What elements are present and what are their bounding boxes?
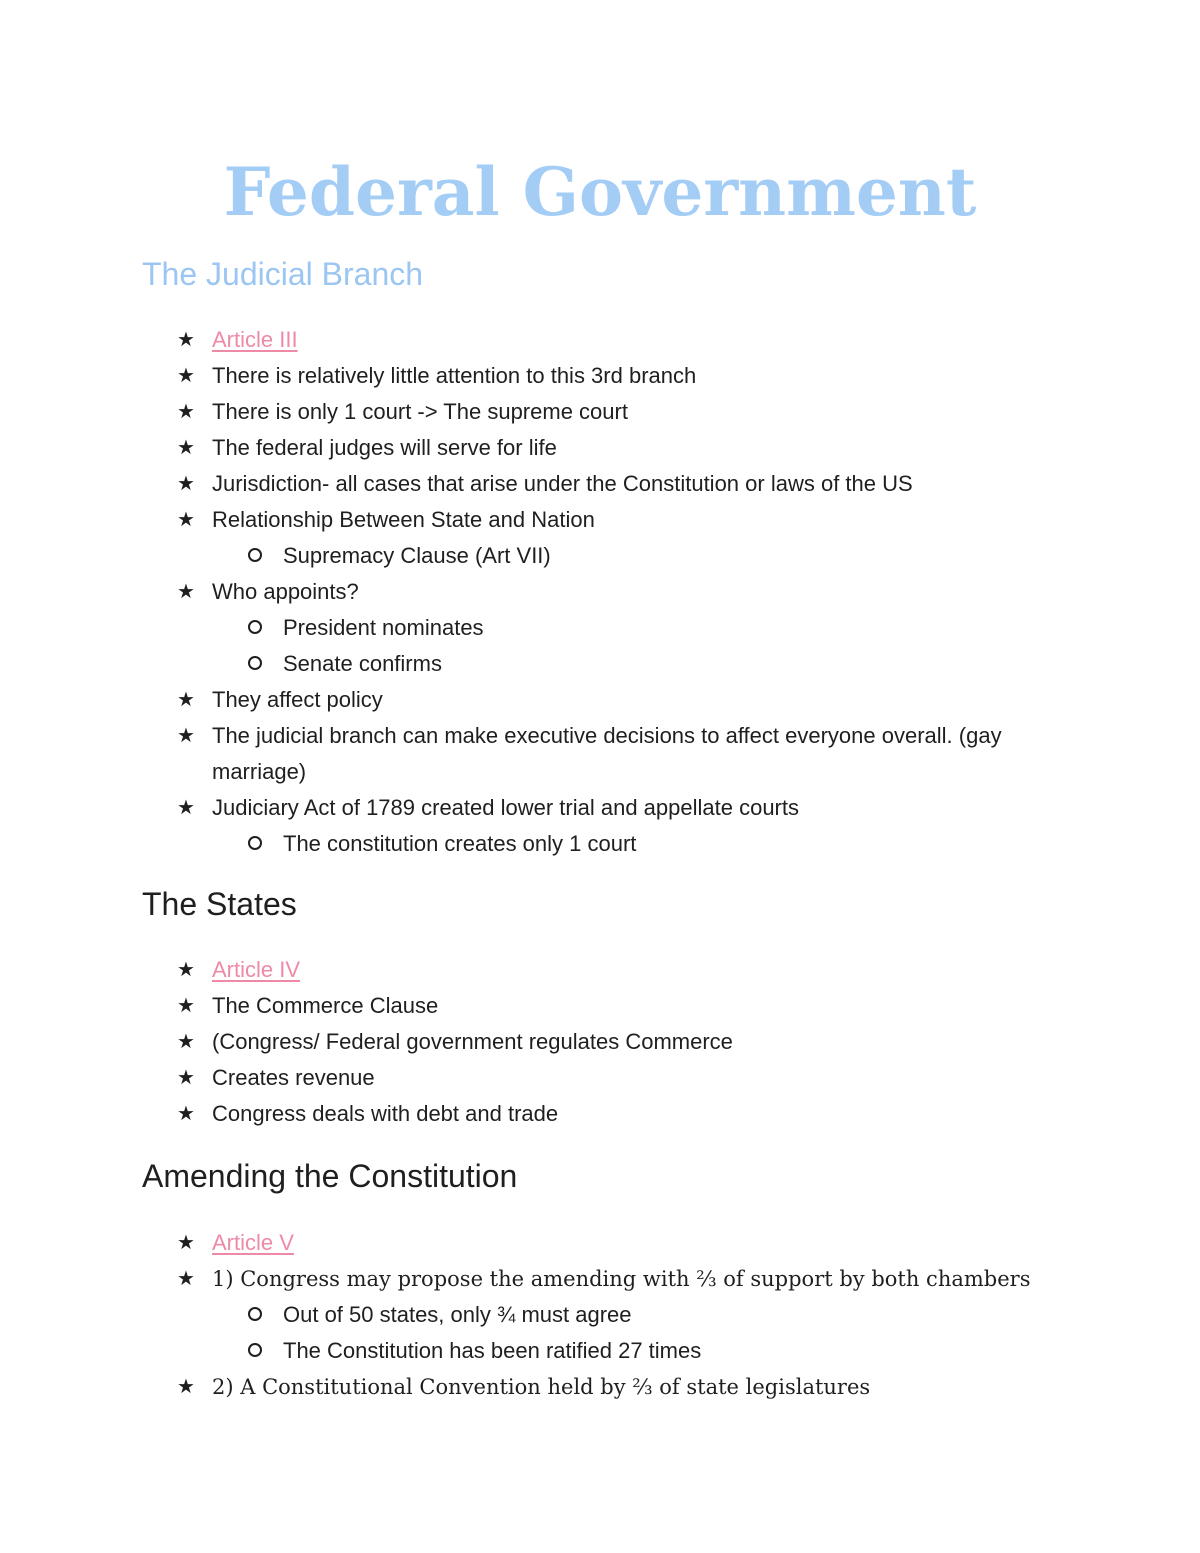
circle-bullet-icon	[248, 656, 262, 670]
star-bullet-icon: ★	[177, 473, 195, 495]
list-item-text: (Congress/ Federal government regulates Commerce	[212, 1029, 733, 1054]
list-item	[0, 466, 1200, 502]
list-item	[0, 988, 1200, 1024]
list-item-text: Congress deals with debt and trade	[212, 1101, 559, 1126]
judicial-branch-list	[0, 322, 1200, 862]
list-item-text: Senate confirms	[283, 651, 442, 676]
list-item	[0, 718, 1200, 790]
states-list	[0, 952, 1200, 1132]
list-item-text: The federal judges will serve for life	[212, 435, 557, 460]
star-bullet-icon: ★	[177, 1232, 195, 1254]
list-item-text: Out of 50 states, only ¾ must agree	[283, 1302, 632, 1327]
list-item-text: Judiciary Act of 1789 created lower trial and appellate courts	[212, 795, 799, 820]
list-item-text: Relationship Between State and Nation	[212, 507, 595, 532]
document-title: Federal Government	[223, 153, 977, 231]
list-item-text: Jurisdiction- all cases that arise under the Constitution or laws of the US	[212, 471, 913, 496]
article-iii-link[interactable]: Article III	[212, 327, 298, 352]
list-item-text: The Commerce Clause	[212, 993, 439, 1018]
star-bullet-icon: ★	[177, 995, 195, 1017]
list-item	[0, 1261, 1200, 1297]
star-bullet-icon: ★	[177, 1268, 195, 1290]
star-bullet-icon: ★	[177, 689, 195, 711]
list-item	[0, 1024, 1200, 1060]
star-bullet-icon: ★	[177, 1376, 195, 1398]
circle-bullet-icon	[248, 620, 262, 634]
article-v-link[interactable]: Article V	[212, 1230, 294, 1255]
list-item	[0, 682, 1200, 718]
star-bullet-icon: ★	[177, 959, 195, 981]
list-item	[0, 1369, 1200, 1405]
article-iv-link[interactable]: Article IV	[212, 957, 301, 982]
list-item-text: President nominates	[283, 615, 484, 640]
star-bullet-icon: ★	[177, 1067, 195, 1089]
list-item-text: Supremacy Clause (Art VII)	[283, 543, 551, 568]
list-item-text: 2) A Constitutional Convention held by ⅔ of state legislatures	[212, 1375, 871, 1399]
circle-bullet-icon	[248, 548, 262, 562]
list-item	[0, 790, 1200, 826]
sub-list-item	[0, 610, 1200, 646]
list-item	[0, 1096, 1200, 1132]
sub-list-item	[0, 646, 1200, 682]
list-item	[0, 574, 1200, 610]
list-item-text: There is relatively little attention to this 3rd branch	[212, 363, 697, 388]
circle-bullet-icon	[248, 1343, 262, 1357]
list-item-text: They affect policy	[212, 687, 383, 712]
star-bullet-icon: ★	[177, 1031, 195, 1053]
list-item-text: 1) Congress may propose the amending with ⅔ of support by both chambers	[212, 1267, 1031, 1291]
list-item	[0, 358, 1200, 394]
star-bullet-icon: ★	[177, 509, 195, 531]
list-item	[0, 952, 1200, 988]
list-item-text: The Constitution has been ratified 27 times	[283, 1338, 702, 1363]
star-bullet-icon: ★	[177, 725, 195, 747]
circle-bullet-icon	[248, 1307, 262, 1321]
star-bullet-icon: ★	[177, 401, 195, 423]
sub-list-item	[0, 1297, 1200, 1333]
star-bullet-icon: ★	[177, 329, 195, 351]
star-bullet-icon: ★	[177, 437, 195, 459]
list-item-text: Who appoints?	[212, 579, 359, 604]
section-heading-judicial-branch: The Judicial Branch	[142, 256, 424, 292]
list-item	[0, 502, 1200, 538]
list-item	[0, 322, 1200, 358]
section-heading-the-states: The States	[142, 886, 297, 922]
section-heading-amending-the-constitution: Amending the Constitution	[142, 1158, 518, 1194]
list-item	[0, 394, 1200, 430]
sub-list-item	[0, 826, 1200, 862]
list-item	[0, 1225, 1200, 1261]
list-item	[0, 430, 1200, 466]
star-bullet-icon: ★	[177, 797, 195, 819]
sub-list-item	[0, 1333, 1200, 1369]
star-bullet-icon: ★	[177, 1103, 195, 1125]
star-bullet-icon: ★	[177, 365, 195, 387]
list-item-text: The constitution creates only 1 court	[283, 831, 637, 856]
sub-list-item	[0, 538, 1200, 574]
list-item-text: The judicial branch can make executive decisions to affect everyone overall. (gay marriage)	[212, 723, 1002, 784]
list-item-text: There is only 1 court -> The supreme court	[212, 399, 628, 424]
list-item-text: Creates revenue	[212, 1065, 375, 1090]
star-bullet-icon: ★	[177, 581, 195, 603]
list-item	[0, 1060, 1200, 1096]
amending-list	[0, 1225, 1200, 1405]
circle-bullet-icon	[248, 836, 262, 850]
